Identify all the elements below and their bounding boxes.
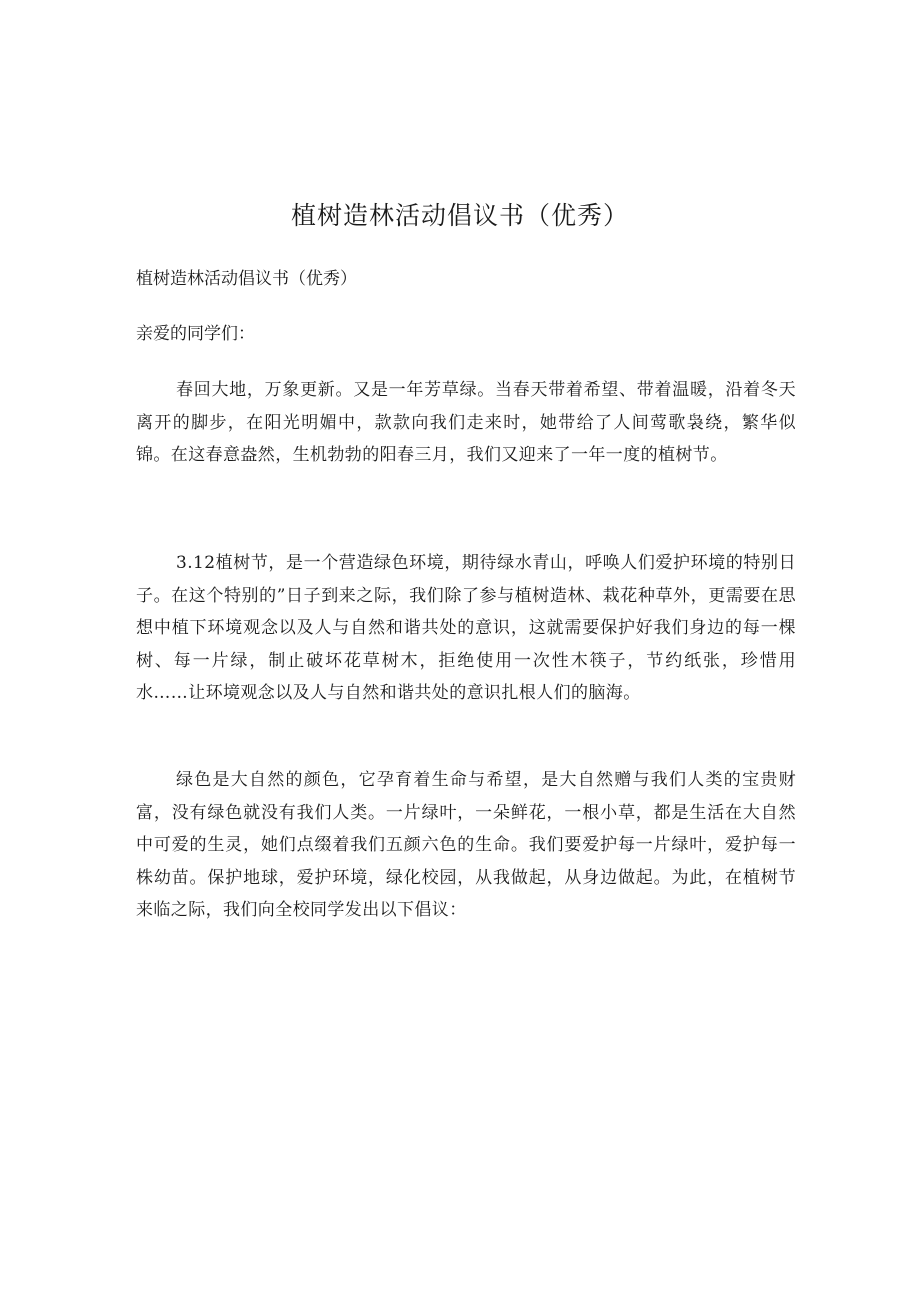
paragraph-green: 绿色是大自然的颜色，它孕育着生命与希望，是大自然赠与我们人类的宝贵财富，没有绿色就没有我们人类。一片绿叶，一朵鲜花，一根小草，都是生活在大自然中可爱的生灵，她们点缀着我们五颜六色的生命。我们要爱护每一片绿叶，爱护每一株幼苗。保护地球，爱护环境，绿化校园，从我做起，从身边做起。为此，在植树节来临之际，我们向全校同学发出以下倡议： <box>136 770 796 920</box>
paragraph-arbor-day: 3.12植树节，是一个营造绿色环境，期待绿水青山，呼唤人们爱护环境的特别日子。在这个特别的”日子到来之际，我们除了参与植树造林、栽花种草外，更需要在思想中植下环境观念以及人与自然和谐共处的意识，这就需要保护好我们身边的每一棵树、每一片绿，制止破坏花草树木，拒绝使用一次性木筷子，节约纸张，珍惜用水……让环境观念以及人与自然和谐共处的意识扎根人们的脑海。 <box>136 553 796 703</box>
paragraph-spring: 春回大地，万象更新。又是一年芳草绿。当春天带着希望、带着温暖，沿着冬天离开的脚步，在阳光明媚中，款款向我们走来时，她带给了人间莺歌袅绕，繁华似锦。在这春意盎然，生机勃勃的阳春三月，我们又迎来了一年一度的植树节。 <box>136 380 796 465</box>
document-title: 植树造林活动倡议书（优秀） <box>290 201 629 230</box>
salutation: 亲爱的同学们： <box>136 324 255 344</box>
document-subtitle: 植树造林活动倡议书（优秀） <box>136 269 357 289</box>
